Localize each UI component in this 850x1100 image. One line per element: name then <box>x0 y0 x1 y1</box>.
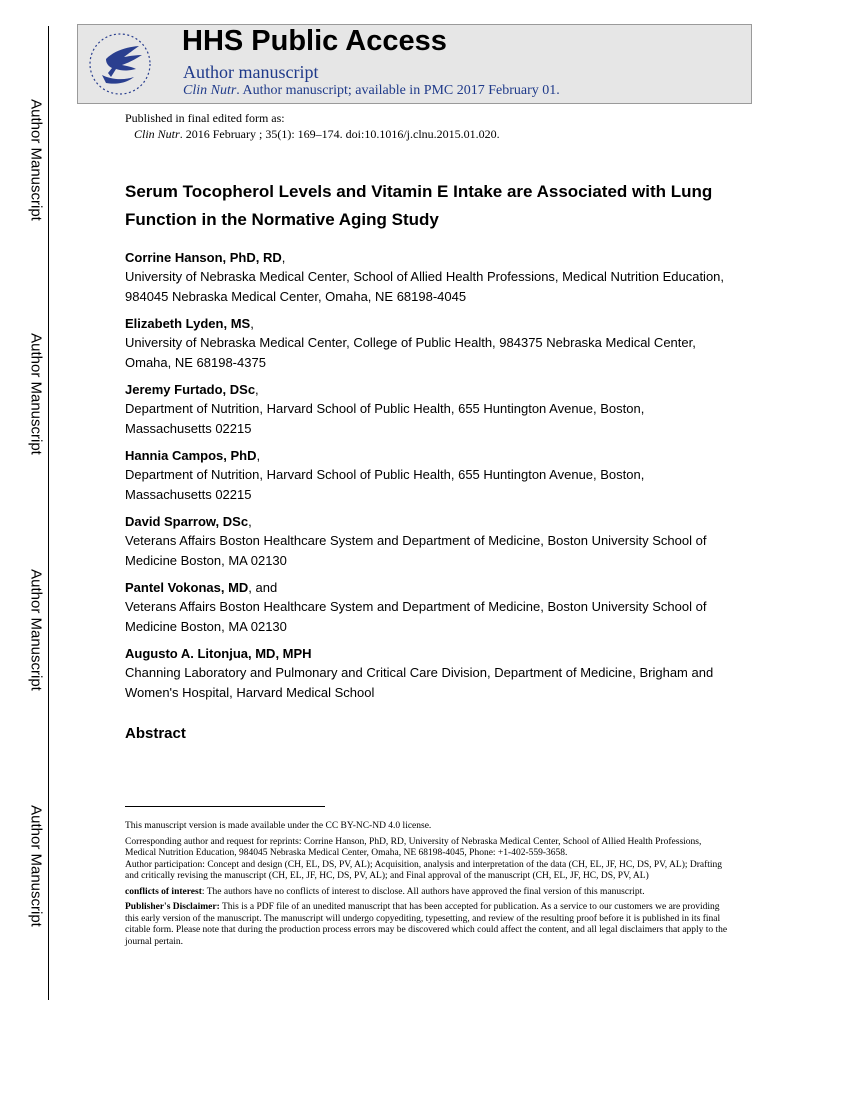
published-in-block <box>125 110 500 142</box>
author-name-line <box>125 380 725 399</box>
availability-line: Clin Nutr. Author manuscript; available in PMC 2017 February 01. <box>183 83 560 98</box>
hhs-eagle-logo-icon <box>84 29 156 99</box>
author-participation-note: Author participation: Concept and design (CH, EL, DS, PV, AL); Acquisition, analysis and interpretation of the data (CH, EL, JF, HC, DS, PV, AL); Drafting and critically revising the manuscript (CH, EL, JF, HC, DS, PV, AL); and Final approval of the manuscript (CH, EL, JF, HC, DS, PV, AL) <box>125 859 723 881</box>
author-name-line <box>125 446 725 465</box>
author-name-suffix: , <box>248 514 252 529</box>
citation: Clin Nutr. 2016 February ; 35(1): 169–174. doi:10.1016/j.clnu.2015.01.020. <box>134 127 500 141</box>
author-name-suffix: , <box>250 316 254 331</box>
margin-rule <box>48 26 49 1000</box>
corresponding-author-note: Corresponding author and request for reprints: Corrine Hanson, PhD, RD, University of Nebraska Medical Center, School of Allied Health Professions, Medical Nutrition Education, 984045 Nebraska Medical Center, Omaha, NE 68198-4045, Phone: +1-402-559-3658. <box>125 836 702 858</box>
author-affiliation: Veterans Affairs Boston Healthcare System and Department of Medicine, Boston University School of Medicine Boston, MA 02130 <box>125 533 707 568</box>
author-name-line <box>125 512 725 531</box>
author-affiliation: Department of Nutrition, Harvard School of Public Health, 655 Huntington Avenue, Boston, Massachusetts 02215 <box>125 467 645 502</box>
author-entry <box>125 578 725 637</box>
author-name: Corrine Hanson, PhD, RD <box>125 250 282 265</box>
author-name: Hannia Campos, PhD <box>125 448 257 463</box>
author-name-line <box>125 644 725 663</box>
author-entry <box>125 644 725 703</box>
author-name: Elizabeth Lyden, MS <box>125 316 251 331</box>
author-list <box>125 248 725 710</box>
author-name: Jeremy Furtado, DSc <box>125 382 256 397</box>
author-name-suffix: , and <box>248 580 278 595</box>
publisher-disclaimer: Publisher's Disclaimer: This is a PDF file of an unedited manuscript that has been accepted for publication. As a service to our customers we are providing this early version of the manuscript. The manuscript will undergo copyediting, typesetting, and review of the resulting proof before it is published in its final citable form. Please note that during the production process errors may be discovered which could affect the content, and all legal disclaimers that apply to the journal pertain. <box>125 902 728 947</box>
author-name-line <box>125 248 725 267</box>
license-note: This manuscript version is made available under the CC BY-NC-ND 4.0 license. <box>125 821 432 831</box>
author-name-line <box>125 314 725 333</box>
author-name-suffix: , <box>281 250 286 265</box>
author-entry <box>125 446 725 505</box>
author-manuscript-subtitle: Author manuscript <box>183 62 319 82</box>
hhs-public-access-title: HHS Public Access <box>182 25 447 57</box>
author-affiliation: Veterans Affairs Boston Healthcare System and Department of Medicine, Boston University School of Medicine Boston, MA 02130 <box>125 599 707 634</box>
author-entry <box>125 512 725 571</box>
author-entry <box>125 314 725 373</box>
abstract-heading: Abstract <box>125 725 186 742</box>
author-affiliation: Channing Laboratory and Pulmonary and Critical Care Division, Department of Medicine, Brigham and Women's Hospital, Harvard Medical School <box>125 665 714 700</box>
author-name: Augusto A. Litonjua, MD, MPH <box>125 646 312 661</box>
author-affiliation: University of Nebraska Medical Center, College of Public Health, 984375 Nebraska Medical Center, Omaha, NE 68198-4375 <box>125 335 696 370</box>
author-entry <box>125 380 725 439</box>
footnotes <box>125 821 730 952</box>
author-name-line <box>125 578 725 597</box>
author-name: David Sparrow, DSc <box>125 514 249 529</box>
author-name: Pantel Vokonas, MD <box>125 580 249 595</box>
author-entry <box>125 248 725 307</box>
hhs-header-banner <box>77 24 752 104</box>
author-affiliation: Department of Nutrition, Harvard School of Public Health, 655 Huntington Avenue, Boston, Massachusetts 02215 <box>125 401 645 436</box>
author-name-suffix: , <box>256 448 261 463</box>
footnote-divider <box>125 806 325 807</box>
author-affiliation: University of Nebraska Medical Center, School of Allied Health Professions, Medical Nutrition Education, 984045 Nebraska Medical Center, Omaha, NE 68198-4045 <box>125 269 725 304</box>
conflicts-note: conflicts of interest: The authors have no conflicts of interest to disclose. All authors have approved the final version of this manuscript. <box>125 886 645 897</box>
article-title: Serum Tocopherol Levels and Vitamin E Intake are Associated with Lung Function in the Normative Aging Study <box>125 182 713 229</box>
journal-name: Clin Nutr <box>183 83 237 98</box>
author-name-suffix: , <box>255 382 259 397</box>
published-label: Published in final edited form as: <box>125 111 285 125</box>
